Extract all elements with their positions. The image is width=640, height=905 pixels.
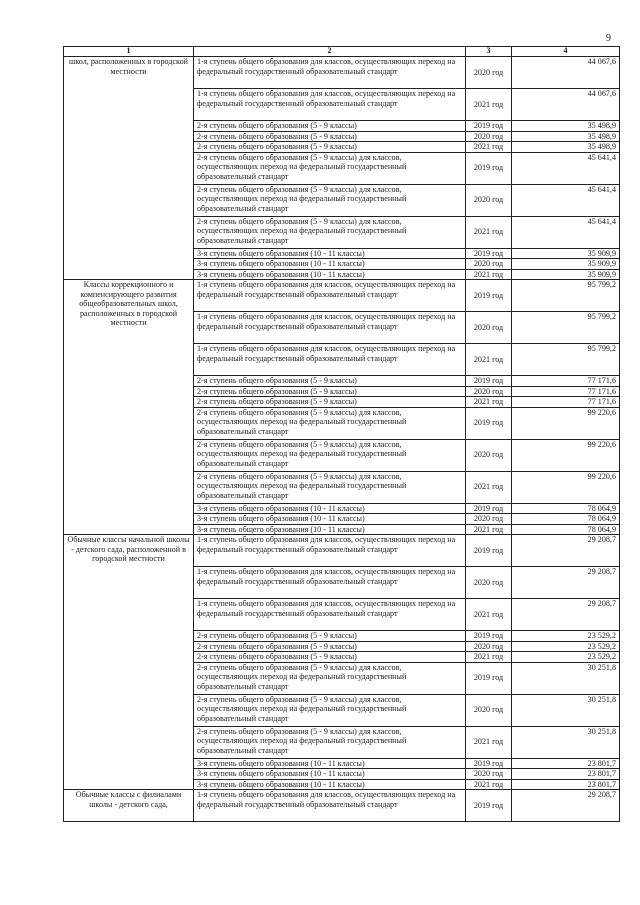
- education-level-cell: 2-я ступень общего образования (5 - 9 классы) для классов, осуществляющих переход на федеральный государственный образовательный стандарт: [194, 694, 466, 726]
- value-cell: 35 498,9: [512, 131, 620, 142]
- value-cell: 95 799,2: [512, 344, 620, 376]
- year-cell: 2020 год: [466, 386, 512, 397]
- year-cell: 2021 год: [466, 397, 512, 408]
- year-cell: 2020 год: [466, 259, 512, 270]
- value-cell: 78 064,9: [512, 514, 620, 525]
- education-level-cell: 1-я ступень общего образования для классов, осуществляющих переход на федеральный государственный образовательный стандарт: [194, 280, 466, 312]
- education-level-cell: 2-я ступень общего образования (5 - 9 классы): [194, 397, 466, 408]
- education-level-cell: 2-я ступень общего образования (5 - 9 классы) для классов, осуществляющих переход на федеральный государственный образовательный стандарт: [194, 407, 466, 439]
- table-row: [64, 57, 620, 89]
- education-level-cell: 3-я ступень общего образования (10 - 11 классы): [194, 259, 466, 270]
- education-level-cell: 3-я ступень общего образования (10 - 11 классы): [194, 248, 466, 259]
- value-cell: 30 251,8: [512, 662, 620, 694]
- value-cell: 29 208,7: [512, 599, 620, 631]
- value-cell: 23 529,2: [512, 631, 620, 642]
- education-level-cell: 2-я ступень общего образования (5 - 9 классы) для классов, осуществляющих переход на федеральный государственный образовательный стандарт: [194, 152, 466, 184]
- year-cell: 2019 год: [466, 152, 512, 184]
- year-cell: 2020 год: [466, 641, 512, 652]
- year-cell: 2021 год: [466, 216, 512, 248]
- education-level-cell: 1-я ступень общего образования для классов, осуществляющих переход на федеральный государственный образовательный стандарт: [194, 344, 466, 376]
- year-cell: 2020 год: [466, 184, 512, 216]
- value-cell: 29 208,7: [512, 790, 620, 822]
- year-cell: 2019 год: [466, 376, 512, 387]
- value-cell: 29 208,7: [512, 535, 620, 567]
- education-level-cell: 1-я ступень общего образования для классов, осуществляющих переход на федеральный государственный образовательный стандарт: [194, 89, 466, 121]
- column-header: 3: [466, 47, 512, 57]
- education-level-cell: 1-я ступень общего образования для классов, осуществляющих переход на федеральный государственный образовательный стандарт: [194, 535, 466, 567]
- education-level-cell: 2-я ступень общего образования (5 - 9 классы): [194, 386, 466, 397]
- education-level-cell: 1-я ступень общего образования для классов, осуществляющих переход на федеральный государственный образовательный стандарт: [194, 599, 466, 631]
- year-cell: 2019 год: [466, 121, 512, 132]
- year-cell: 2021 год: [466, 142, 512, 153]
- year-cell: 2021 год: [466, 344, 512, 376]
- column-header: 2: [194, 47, 466, 57]
- education-level-cell: 2-я ступень общего образования (5 - 9 классы): [194, 652, 466, 663]
- value-cell: 35 909,9: [512, 259, 620, 270]
- year-cell: 2019 год: [466, 631, 512, 642]
- year-cell: 2019 год: [466, 503, 512, 514]
- value-cell: 23 801,7: [512, 779, 620, 790]
- education-level-cell: 2-я ступень общего образования (5 - 9 классы): [194, 131, 466, 142]
- year-cell: 2020 год: [466, 694, 512, 726]
- education-level-cell: 3-я ступень общего образования (10 - 11 классы): [194, 503, 466, 514]
- value-cell: 35 498,9: [512, 142, 620, 153]
- year-cell: 2019 год: [466, 248, 512, 259]
- value-cell: 30 251,8: [512, 726, 620, 758]
- value-cell: 23 529,2: [512, 652, 620, 663]
- year-cell: 2021 год: [466, 652, 512, 663]
- column-header: 4: [512, 47, 620, 57]
- year-cell: 2020 год: [466, 131, 512, 142]
- year-cell: 2020 год: [466, 514, 512, 525]
- year-cell: 2021 год: [466, 599, 512, 631]
- value-cell: 35 909,9: [512, 269, 620, 280]
- education-level-cell: 3-я ступень общего образования (10 - 11 классы): [194, 769, 466, 780]
- table-row: [64, 535, 620, 567]
- value-cell: 35 498,9: [512, 121, 620, 132]
- value-cell: 35 909,9: [512, 248, 620, 259]
- value-cell: 77 171,6: [512, 386, 620, 397]
- value-cell: 95 799,2: [512, 280, 620, 312]
- year-cell: 2021 год: [466, 524, 512, 535]
- year-cell: 2019 год: [466, 535, 512, 567]
- group-label: Обычные классы начальной школы - детского сада, расположенной в городской местности: [64, 535, 194, 790]
- year-cell: 2019 год: [466, 407, 512, 439]
- education-level-cell: 2-я ступень общего образования (5 - 9 классы): [194, 142, 466, 153]
- year-cell: 2021 год: [466, 779, 512, 790]
- table-body: [64, 57, 620, 822]
- value-cell: 23 801,7: [512, 758, 620, 769]
- year-cell: 2021 год: [466, 269, 512, 280]
- education-level-cell: 2-я ступень общего образования (5 - 9 классы) для классов, осуществляющих переход на федеральный государственный образовательный стандарт: [194, 471, 466, 503]
- year-cell: 2019 год: [466, 758, 512, 769]
- education-level-cell: 2-я ступень общего образования (5 - 9 классы) для классов, осуществляющих переход на федеральный государственный образовательный стандарт: [194, 216, 466, 248]
- value-cell: 45 641,4: [512, 152, 620, 184]
- education-level-cell: 1-я ступень общего образования для классов, осуществляющих переход на федеральный государственный образовательный стандарт: [194, 57, 466, 89]
- value-cell: 95 799,2: [512, 312, 620, 344]
- value-cell: 44 067,6: [512, 89, 620, 121]
- education-level-cell: 2-я ступень общего образования (5 - 9 классы) для классов, осуществляющих переход на федеральный государственный образовательный стандарт: [194, 439, 466, 471]
- value-cell: 77 171,6: [512, 397, 620, 408]
- column-header: 1: [64, 47, 194, 57]
- value-cell: 45 641,4: [512, 216, 620, 248]
- value-cell: 78 064,9: [512, 524, 620, 535]
- table-header-row: [64, 47, 620, 57]
- education-level-cell: 1-я ступень общего образования для классов, осуществляющих переход на федеральный государственный образовательный стандарт: [194, 312, 466, 344]
- funding-table: [63, 46, 620, 822]
- education-level-cell: 2-я ступень общего образования (5 - 9 классы): [194, 376, 466, 387]
- value-cell: 30 251,8: [512, 694, 620, 726]
- year-cell: 2019 год: [466, 280, 512, 312]
- education-level-cell: 3-я ступень общего образования (10 - 11 классы): [194, 524, 466, 535]
- year-cell: 2021 год: [466, 471, 512, 503]
- year-cell: 2020 год: [466, 312, 512, 344]
- year-cell: 2020 год: [466, 567, 512, 599]
- group-label: Классы коррекционного и компенсирующего развития общеобразовательных школ, расположенных в городской местности: [64, 280, 194, 535]
- page-number: 9: [606, 33, 611, 44]
- education-level-cell: 1-я ступень общего образования для классов, осуществляющих переход на федеральный государственный образовательный стандарт: [194, 567, 466, 599]
- education-level-cell: 3-я ступень общего образования (10 - 11 классы): [194, 514, 466, 525]
- value-cell: 99 220,6: [512, 471, 620, 503]
- education-level-cell: 3-я ступень общего образования (10 - 11 классы): [194, 779, 466, 790]
- year-cell: 2020 год: [466, 439, 512, 471]
- education-level-cell: 2-я ступень общего образования (5 - 9 классы) для классов, осуществляющих переход на федеральный государственный образовательный стандарт: [194, 726, 466, 758]
- year-cell: 2021 год: [466, 89, 512, 121]
- value-cell: 23 529,2: [512, 641, 620, 652]
- education-level-cell: 2-я ступень общего образования (5 - 9 классы) для классов, осуществляющих переход на федеральный государственный образовательный стандарт: [194, 662, 466, 694]
- value-cell: 23 801,7: [512, 769, 620, 780]
- year-cell: 2020 год: [466, 769, 512, 780]
- year-cell: 2019 год: [466, 662, 512, 694]
- value-cell: 77 171,6: [512, 376, 620, 387]
- value-cell: 78 064,9: [512, 503, 620, 514]
- value-cell: 44 067,6: [512, 57, 620, 89]
- education-level-cell: 2-я ступень общего образования (5 - 9 классы) для классов, осуществляющих переход на федеральный государственный образовательный стандарт: [194, 184, 466, 216]
- education-level-cell: 2-я ступень общего образования (5 - 9 классы): [194, 121, 466, 132]
- value-cell: 99 220,6: [512, 439, 620, 471]
- education-level-cell: 3-я ступень общего образования (10 - 11 классы): [194, 758, 466, 769]
- year-cell: 2019 год: [466, 790, 512, 822]
- year-cell: 2021 год: [466, 726, 512, 758]
- value-cell: 99 220,6: [512, 407, 620, 439]
- table-row: [64, 790, 620, 822]
- education-level-cell: 2-я ступень общего образования (5 - 9 классы): [194, 641, 466, 652]
- education-level-cell: 1-я ступень общего образования для классов, осуществляющих переход на федеральный государственный образовательный стандарт: [194, 790, 466, 822]
- value-cell: 29 208,7: [512, 567, 620, 599]
- group-label: Обычные классы с филиалами школы - детского сада,: [64, 790, 194, 822]
- value-cell: 45 641,4: [512, 184, 620, 216]
- group-label: школ, расположенных в городской местности: [64, 57, 194, 280]
- table-row: [64, 280, 620, 312]
- education-level-cell: 3-я ступень общего образования (10 - 11 классы): [194, 269, 466, 280]
- education-level-cell: 2-я ступень общего образования (5 - 9 классы): [194, 631, 466, 642]
- year-cell: 2020 год: [466, 57, 512, 89]
